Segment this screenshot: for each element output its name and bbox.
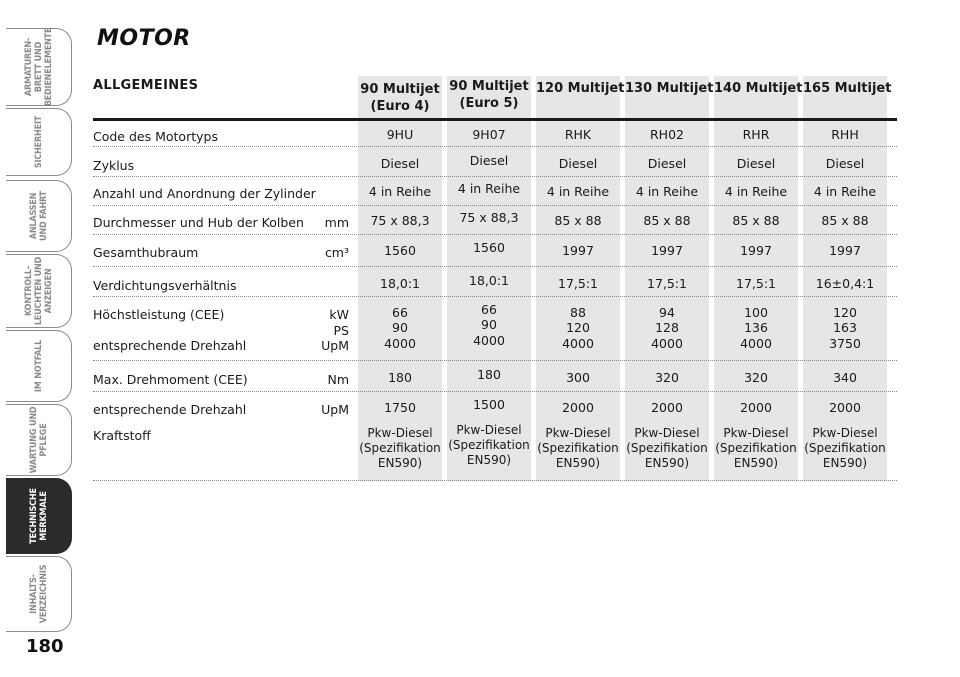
table-cell: 17,5:1 — [736, 276, 776, 291]
table-cell: 320 — [655, 370, 679, 385]
table-cell: 4000 — [384, 336, 416, 351]
row-label: entsprechende Drehzahl — [93, 402, 247, 417]
table-cell: 4000 — [562, 336, 594, 351]
table-cell: 75 x 88,3 — [370, 213, 430, 228]
row-label: Gesamthubraum — [93, 245, 199, 260]
row-label: Durchmesser und Hub der Kolben — [93, 215, 304, 230]
table-cell: 1560 — [384, 243, 416, 258]
header-rule — [93, 118, 897, 121]
table-cell: 16±0,4:1 — [815, 276, 875, 291]
row-label: Max. Drehmoment (CEE) — [93, 372, 248, 387]
table-cell: 180 — [477, 367, 501, 382]
table-cell: 75 x 88,3 — [459, 210, 519, 225]
row-separator — [93, 360, 897, 361]
row-label: Höchstleistung (CEE) — [93, 307, 225, 322]
table-cell: 17,5:1 — [647, 276, 687, 291]
row-separator — [93, 146, 897, 147]
table-cell: Pkw-Diesel (Spezifikation EN590) — [626, 426, 708, 470]
table-cell: Pkw-Diesel (Spezifikation EN590) — [359, 426, 441, 470]
sidebar-tab-im-notfall[interactable] — [6, 330, 72, 402]
table-cell: Diesel — [558, 156, 598, 171]
table-cell: Pkw-Diesel (Spezifikation EN590) — [448, 423, 530, 467]
table-cell: RHK — [564, 127, 592, 142]
sidebar-tab-label: IM NOTFALL — [33, 339, 44, 393]
row-label: Code des Motortyps — [93, 129, 218, 144]
sidebar-tab-label: SICHERHEIT — [33, 115, 44, 169]
table-cell: 4000 — [473, 333, 505, 348]
row-separator — [93, 391, 897, 392]
sidebar-tab-inhaltsverzeichnis[interactable] — [6, 556, 72, 632]
table-cell: 4 in Reihe — [635, 184, 699, 199]
sidebar-tab-kontrollleuchten[interactable] — [6, 254, 72, 328]
sidebar-tab-wartung[interactable] — [6, 404, 72, 476]
row-label: Kraftstoff — [93, 428, 151, 443]
table-cell: 1997 — [562, 243, 594, 258]
table-cell: 120 163 — [833, 305, 857, 335]
table-cell: 17,5:1 — [558, 276, 598, 291]
table-cell: 9HU — [386, 127, 414, 142]
table-cell: 94 128 — [655, 305, 679, 335]
table-cell: 4 in Reihe — [546, 184, 610, 199]
sidebar-tab-label: WARTUNG UND PFLEGE — [28, 406, 49, 474]
table-cell: 300 — [566, 370, 590, 385]
row-label: Zyklus — [93, 158, 135, 173]
table-cell: Diesel — [380, 156, 420, 171]
row-label: Anzahl und Anordnung der Zylinder — [93, 186, 316, 201]
row-unit: Nm — [327, 372, 349, 387]
table-cell: 1560 — [473, 240, 505, 255]
sidebar-tab-label: ARMATUREN- BRETT UND BEDIENELEMENTE — [23, 27, 54, 107]
row-unit: kW PS — [329, 307, 349, 338]
section-heading: ALLGEMEINES — [93, 78, 199, 93]
page-number: 180 — [26, 636, 64, 657]
row-unit: UpM — [321, 402, 349, 417]
sidebar-tab-armaturenbrett[interactable] — [6, 28, 72, 106]
column-header: 90 Multijet (Euro 4) — [360, 82, 440, 114]
sidebar-tab-anlassen[interactable] — [6, 180, 72, 252]
table-cell: Pkw-Diesel (Spezifikation EN590) — [804, 426, 886, 470]
column-header: 120 Multijet — [536, 81, 625, 96]
table-cell: RHH — [831, 127, 859, 142]
row-label: entsprechende Drehzahl — [93, 338, 247, 353]
table-cell: 3750 — [829, 336, 861, 351]
table-cell: 320 — [744, 370, 768, 385]
row-label: Verdichtungsverhältnis — [93, 278, 237, 293]
column-header: 140 Multijet — [714, 81, 803, 96]
table-cell: Diesel — [736, 156, 776, 171]
table-cell: 1997 — [740, 243, 772, 258]
sidebar-tab-label: KONTROLL- LEUCHTEN UND ANZEIGEN — [23, 256, 54, 326]
table-cell: 4000 — [651, 336, 683, 351]
table-cell: 4 in Reihe — [813, 184, 877, 199]
table-cell: 1750 — [384, 400, 416, 415]
table-cell: Diesel — [647, 156, 687, 171]
table-cell: Pkw-Diesel (Spezifikation EN590) — [537, 426, 619, 470]
table-cell: 4 in Reihe — [457, 181, 521, 196]
table-cell: 85 x 88 — [643, 213, 691, 228]
row-unit: mm — [324, 215, 349, 230]
row-separator — [93, 266, 897, 267]
row-unit: cm³ — [324, 245, 349, 260]
table-cell: 4 in Reihe — [368, 184, 432, 199]
row-separator — [93, 480, 897, 481]
table-cell: RHR — [742, 127, 770, 142]
row-unit: UpM — [321, 338, 349, 353]
sidebar-tab-technische-merkmale[interactable] — [6, 478, 72, 554]
table-cell: 88 120 — [566, 305, 590, 335]
table-cell: 2000 — [829, 400, 861, 415]
table-cell: 2000 — [562, 400, 594, 415]
table-cell: Diesel — [825, 156, 865, 171]
table-cell: 66 90 — [481, 302, 497, 332]
table-cell: 9H07 — [472, 127, 506, 142]
table-cell: 4000 — [740, 336, 772, 351]
row-separator — [93, 205, 897, 206]
column-header: 165 Multijet — [803, 81, 892, 96]
table-cell: 1997 — [829, 243, 861, 258]
table-cell: 85 x 88 — [732, 213, 780, 228]
sidebar-tab-label: ANLASSEN UND FAHRT — [28, 191, 49, 241]
row-separator — [93, 296, 897, 297]
table-cell: 2000 — [651, 400, 683, 415]
page-title: MOTOR — [97, 26, 191, 51]
table-cell: 1500 — [473, 397, 505, 412]
sidebar-tab-sicherheit[interactable] — [6, 108, 72, 176]
table-cell: Pkw-Diesel (Spezifikation EN590) — [715, 426, 797, 470]
table-cell: 4 in Reihe — [724, 184, 788, 199]
table-cell: 66 90 — [392, 305, 408, 335]
table-cell: 85 x 88 — [554, 213, 602, 228]
sidebar-tab-label: TECHNISCHE MERKMALE — [28, 488, 49, 544]
table-cell: 85 x 88 — [821, 213, 869, 228]
table-cell: Diesel — [469, 153, 509, 168]
table-cell: 18,0:1 — [469, 273, 509, 288]
row-separator — [93, 234, 897, 235]
table-cell: 180 — [388, 370, 412, 385]
row-separator — [93, 176, 897, 177]
table-cell: RH02 — [650, 127, 684, 142]
table-cell: 340 — [833, 370, 857, 385]
table-cell: 18,0:1 — [380, 276, 420, 291]
column-header: 90 Multijet (Euro 5) — [449, 79, 529, 111]
table-cell: 100 136 — [744, 305, 768, 335]
table-cell: 2000 — [740, 400, 772, 415]
sidebar-tab-label: INHALTS- VERZEICHNIS — [28, 564, 49, 624]
table-cell: 1997 — [651, 243, 683, 258]
column-header: 130 Multijet — [625, 81, 714, 96]
